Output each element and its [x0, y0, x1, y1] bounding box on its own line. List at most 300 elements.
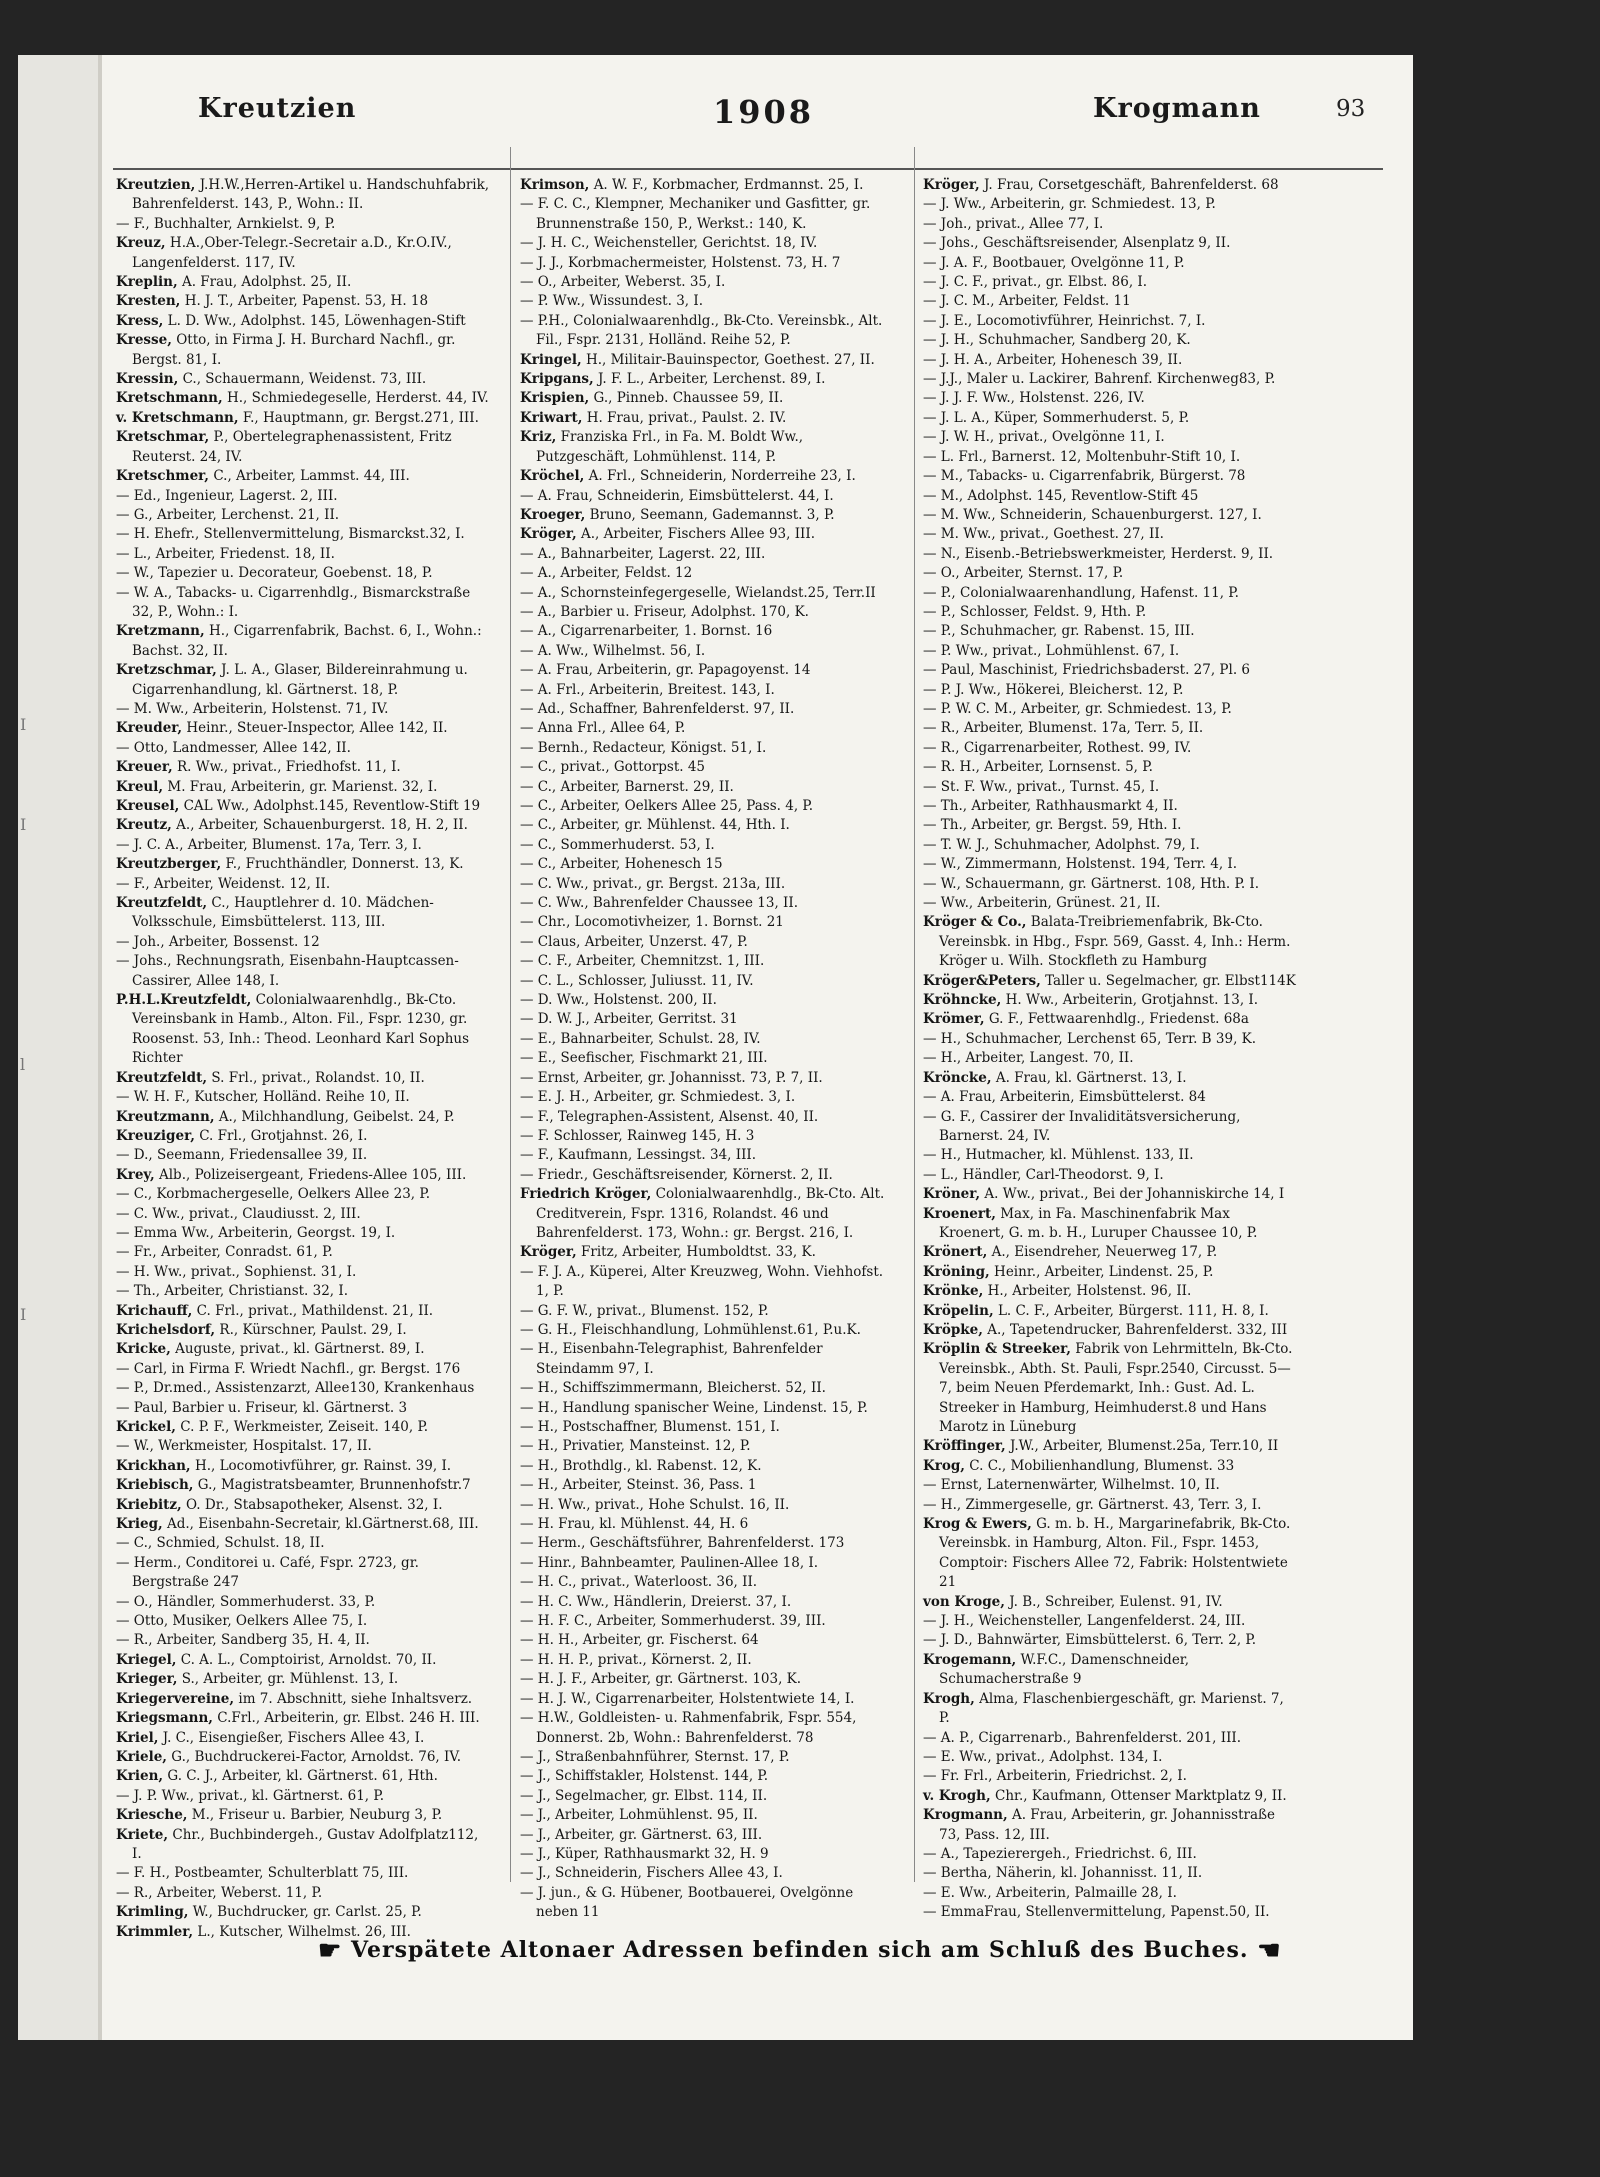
entry-details: — H. F. C., Arbeiter, Sommerhuderst. 39, III.: [520, 1613, 826, 1630]
entry-details: A. W. F., Korbmacher, Erdmannst. 25, I.: [593, 177, 864, 193]
directory-entry: [520, 1185, 895, 1243]
directory-entry: [116, 836, 491, 855]
margin-mark: I: [20, 715, 27, 734]
running-header: [158, 85, 1380, 135]
entry-name: Kreutz,: [116, 817, 172, 834]
directory-entry: [520, 1767, 895, 1786]
entry-details: J. F. L., Arbeiter, Lerchenst. 89, I.: [598, 371, 826, 388]
entry-details: — P. W. C. M., Arbeiter, gr. Schmiedest. 13, P.: [923, 700, 1232, 717]
entry-details: — A. P., Cigarrenarb., Bahrenfelderst. 201, III.: [923, 1729, 1242, 1746]
entry-details: O. Dr., Stabsapotheker, Alsenst. 32, I.: [186, 1496, 443, 1513]
directory-entry: [520, 487, 895, 506]
pointing-hand-icon: ☚: [1257, 1936, 1282, 1966]
entry-name: Krönert,: [923, 1244, 988, 1261]
entry-name: Kress,: [116, 312, 164, 329]
entry-details: — W., Zimmermann, Holstenst. 194, Terr. 4, I.: [923, 856, 1238, 873]
directory-entry: [116, 816, 491, 835]
entry-details: M. Frau, Arbeiterin, gr. Marienst. 32, I.: [167, 778, 438, 795]
entry-details: C.Frl., Arbeiterin, gr. Elbst. 246 H. III.: [217, 1710, 480, 1727]
entry-details: — H. C. Ww., Händlerin, Dreierst. 37, I.: [520, 1593, 792, 1610]
entry-name: Friedrich Kröger,: [520, 1186, 652, 1203]
directory-entry: [923, 1030, 1298, 1049]
entry-name: Kreuer,: [116, 759, 173, 776]
entry-details: Max, in Fa. Maschinenfabrik Max Kroenert, G. m. b. H., Luruper Chaussee 10, P.: [939, 1205, 1258, 1241]
directory-entry: [116, 1476, 491, 1495]
directory-entry: [116, 700, 491, 719]
directory-entry: [116, 1651, 491, 1670]
directory-entry: [520, 1340, 895, 1379]
entry-details: — R. H., Arbeiter, Lornsenst. 5, P.: [923, 759, 1153, 776]
directory-entry: [116, 1496, 491, 1515]
entry-details: H., Arbeiter, Holstenst. 96, II.: [987, 1283, 1192, 1300]
entry-name: Krogemann,: [923, 1651, 1017, 1668]
entry-name: Kretzschmar,: [116, 662, 217, 679]
directory-entry: [923, 506, 1298, 525]
directory-entry: [520, 1088, 895, 1107]
entry-details: R., Kürschner, Paulst. 29, I.: [219, 1321, 407, 1338]
directory-entry: [116, 1593, 491, 1612]
directory-entry: [520, 1030, 895, 1049]
entry-details: — J., Segelmacher, gr. Elbst. 114, II.: [520, 1787, 768, 1804]
margin-mark: l: [20, 1055, 26, 1074]
directory-entry: [520, 681, 895, 700]
entry-details: J. L. A., Glaser, Bildereinrahmung u. Cigarrenhandlung, kl. Gärtnerst. 18, P.: [132, 662, 468, 698]
entry-details: — L., Arbeiter, Friedenst. 18, II.: [116, 545, 335, 562]
entry-name: Kreutzberger,: [116, 856, 222, 873]
entry-details: M., Friseur u. Barbier, Neuburg 3, P.: [191, 1807, 443, 1824]
entry-details: L. C. F., Arbeiter, Bürgerst. 111, H. 8, I.: [997, 1302, 1269, 1319]
entry-details: — A. Ww., Wilhelmst. 56, I.: [520, 642, 706, 659]
directory-entry: [520, 1418, 895, 1437]
entry-details: — W., Tapezier u. Decorateur, Goebenst. 18, P.: [116, 565, 433, 582]
entry-name: Krickhan,: [116, 1457, 191, 1474]
directory-entry: [923, 1166, 1298, 1185]
entry-details: G. F., Fettwaarenhdlg., Friedenst. 68a: [988, 1011, 1249, 1028]
entry-details: — O., Arbeiter, Sternst. 17, P.: [923, 565, 1124, 582]
directory-entry: [520, 875, 895, 894]
entry-details: — Bernh., Redacteur, Königst. 51, I.: [520, 739, 767, 756]
directory-entry: [923, 409, 1298, 428]
directory-entry: [116, 1690, 491, 1709]
directory-entry: [116, 312, 491, 331]
entry-details: H. Frau, privat., Paulst. 2. IV.: [586, 409, 787, 426]
directory-entry: [116, 1127, 491, 1146]
directory-entry: [923, 1263, 1298, 1282]
entry-name: Kreutzfeldt,: [116, 1069, 208, 1086]
entry-details: — A., Barbier u. Friseur, Adolphst. 170, K.: [520, 603, 809, 620]
entry-details: — H., Postschaffner, Blumenst. 151, I.: [520, 1419, 780, 1435]
entry-details: — R., Cigarrenarbeiter, Rothest. 99, IV.: [923, 739, 1192, 756]
entry-details: Taller u. Segelmacher, gr. Elbst114K: [1045, 972, 1296, 989]
entry-details: C. C., Mobilienhandlung, Blumenst. 33: [969, 1457, 1235, 1474]
entry-name: Krimling,: [116, 1904, 189, 1921]
entry-details: — A. Frau, Arbeiterin, gr. Papagoyenst. 14: [520, 662, 811, 679]
directory-entry: [923, 176, 1298, 195]
directory-entry: [923, 894, 1298, 913]
entry-details: G. C. J., Arbeiter, kl. Gärtnerst. 61, Hth.: [167, 1768, 438, 1785]
entry-details: — J. E., Locomotivführer, Heinrichst. 7, I.: [923, 312, 1206, 329]
entry-details: — Friedr., Geschäftsreisender, Körnerst. 2, II.: [520, 1166, 833, 1183]
directory-entry: [520, 700, 895, 719]
entry-name: Kriesche,: [116, 1807, 188, 1824]
entry-name: Kröger & Co.,: [923, 914, 1027, 931]
directory-entry: [923, 642, 1298, 661]
entry-name: P.H.L.Kreutzfeldt,: [116, 992, 252, 1009]
entry-details: — C., Arbeiter, Barnerst. 29, II.: [520, 778, 734, 795]
directory-entry: [520, 1651, 895, 1670]
entry-details: — A., Cigarrenarbeiter, 1. Bornst. 16: [520, 623, 773, 640]
directory-entry: [116, 409, 491, 428]
column-divider: [510, 147, 511, 1882]
directory-entry: [923, 1146, 1298, 1165]
entry-details: — P. Ww., Wissundest. 3, I.: [520, 293, 703, 310]
entry-details: W., Buchdrucker, gr. Carlst. 25, P.: [192, 1904, 422, 1921]
directory-entry: [923, 331, 1298, 350]
entry-name: v. Kretschmann,: [116, 409, 239, 426]
directory-entry: [520, 409, 895, 428]
entry-details: — J., Küper, Rathhausmarkt 32, H. 9: [520, 1845, 769, 1862]
directory-entry: [923, 816, 1298, 835]
entry-name: Kriele,: [116, 1748, 167, 1765]
directory-entry: [520, 1534, 895, 1553]
directory-entry: [923, 448, 1298, 467]
entry-details: — J. C. F., privat., gr. Elbst. 86, I.: [923, 274, 1148, 291]
entry-details: S., Arbeiter, gr. Mühlenst. 13, I.: [181, 1671, 399, 1688]
directory-entry: [116, 952, 491, 991]
entry-details: — C., Korbmachergeselle, Oelkers Allee 23, P.: [116, 1186, 431, 1203]
directory-entry: [520, 719, 895, 738]
footer-note: [318, 1936, 1378, 1966]
entry-details: C., Arbeiter, Lammst. 44, III.: [213, 468, 410, 485]
entry-details: — C. L., Schlosser, Juliusst. 11, IV.: [520, 972, 754, 989]
directory-entry: [116, 1243, 491, 1262]
entry-details: A. Ww., privat., Bei der Johanniskirche 14, I: [984, 1186, 1285, 1203]
entry-details: — F., Arbeiter, Weidenst. 12, II.: [116, 875, 331, 892]
entry-details: A. Frau, kl. Gärtnerst. 13, I.: [995, 1069, 1187, 1086]
directory-entry: [520, 1457, 895, 1476]
directory-entry: [116, 855, 491, 874]
entry-name: Kroeger,: [520, 506, 586, 523]
entry-details: F., Hauptmann, gr. Bergst.271, III.: [242, 409, 479, 426]
entry-name: Kriz,: [520, 429, 557, 446]
entry-details: Fabrik von Lehrmitteln, Bk-Cto. Vereinsbk., Abth. St. Pauli, Fspr.2540, Circusst. 5—7, beim Neuen Pferdemarkt, Inh.: Gust. Ad. L. Streeker in Hamburg, Heimhuderst.8 und Hans Marotz in Lüneburg: [939, 1341, 1293, 1435]
directory-entry: [923, 273, 1298, 292]
directory-entry: [520, 816, 895, 835]
entry-details: P., Obertelegraphenassistent, Fritz Reuterst. 24, IV.: [132, 429, 452, 465]
directory-entry: [116, 1399, 491, 1418]
directory-entry: [520, 758, 895, 777]
directory-entry: [520, 1670, 895, 1689]
directory-entry: [116, 991, 491, 1069]
entry-details: — Bertha, Näherin, kl. Johannisst. 11, II.: [923, 1865, 1203, 1882]
entry-details: — M. Ww., Arbeiterin, Holstenst. 71, IV.: [116, 700, 389, 717]
entry-details: — H. J. F., Arbeiter, gr. Gärtnerst. 103, K.: [520, 1671, 802, 1688]
entry-details: — E. Ww., Arbeiterin, Palmaille 28, I.: [923, 1884, 1177, 1901]
header-year: 1908: [713, 93, 815, 131]
entry-name: Kreplin,: [116, 274, 178, 291]
directory-entry: [520, 1884, 895, 1923]
directory-entry: [116, 1903, 491, 1922]
directory-entry: [116, 1709, 491, 1728]
entry-details: Colonialwaarenhdlg., Bk-Cto. Vereinsbank in Hamb., Alton. Fil., Fspr. 1230, gr. Roosenst. 53, Inh.: Theod. Leonhard Karl Sophus Richter: [132, 992, 470, 1067]
pointing-hand-icon: ☛: [318, 1936, 343, 1966]
entry-name: Kringel,: [520, 351, 582, 368]
entry-details: Fritz, Arbeiter, Humboldtst. 33, K.: [581, 1244, 816, 1261]
entry-details: — M., Adolphst. 145, Reventlow-Stift 45: [923, 487, 1199, 504]
entry-details: Chr., Buchbindergeh., Gustav Adolfplatz112, I.: [132, 1826, 479, 1862]
directory-entry: [923, 1088, 1298, 1107]
entry-details: — A., Arbeiter, Feldst. 12: [520, 565, 693, 582]
directory-entry: [923, 370, 1298, 389]
directory-entry: [116, 331, 491, 370]
directory-entry: [116, 758, 491, 777]
entry-details: — Claus, Arbeiter, Unzerst. 47, P.: [520, 933, 748, 950]
entry-details: — J., Schiffstakler, Holstenst. 144, P.: [520, 1768, 769, 1785]
entry-details: — Ernst, Arbeiter, gr. Johannisst. 73, P. 7, II.: [520, 1069, 823, 1086]
page-number: 93: [1336, 96, 1366, 122]
directory-entry: [520, 564, 895, 583]
entry-name: Krieg,: [116, 1516, 163, 1533]
directory-entry: [520, 739, 895, 758]
entry-name: Kressin,: [116, 371, 179, 388]
entry-details: A. Frl., Schneiderin, Norderreihe 23, I.: [588, 468, 856, 485]
directory-entry: [923, 1612, 1298, 1631]
entry-details: — R., Arbeiter, Weberst. 11, P.: [116, 1884, 323, 1901]
entry-details: — H.W., Goldleisten- u. Rahmenfabrik, Fspr. 554, Donnerst. 2b, Wohn.: Bahrenfelderst. 78: [520, 1710, 857, 1746]
entry-details: — P., Schlosser, Feldst. 9, Hth. P.: [923, 603, 1147, 620]
directory-entry: [520, 584, 895, 603]
entry-name: Kretzmann,: [116, 623, 205, 640]
directory-entry: [520, 778, 895, 797]
entry-details: — C. Ww., privat., Claudiusst. 2, III.: [116, 1205, 361, 1222]
entry-details: — P., Schuhmacher, gr. Rabenst. 15, III.: [923, 623, 1195, 640]
directory-entry: [116, 1884, 491, 1903]
entry-details: — C., privat., Gottorpst. 45: [520, 759, 705, 776]
directory-entry: [116, 933, 491, 952]
entry-details: — F., Buchhalter, Arnkielst. 9, P.: [116, 215, 336, 232]
entry-details: — A., Schornsteinfegergeselle, Wielandst.25, Terr.II: [520, 584, 876, 601]
directory-entry: [923, 1243, 1298, 1262]
directory-entry: [520, 1515, 895, 1534]
directory-entry: [520, 351, 895, 370]
entry-details: — W. H. F., Kutscher, Holländ. Reihe 10, II.: [116, 1089, 410, 1106]
entry-details: — H. H., Arbeiter, gr. Fischerst. 64: [520, 1632, 759, 1649]
directory-entry: [923, 1903, 1298, 1922]
entry-name: von Kroge,: [923, 1593, 1005, 1610]
directory-entry: [520, 1069, 895, 1088]
entry-name: Kreutzmann,: [116, 1108, 215, 1125]
entry-details: — C. Ww., privat., gr. Bergst. 213a, III.: [520, 875, 786, 892]
entry-details: — J., Arbeiter, Lohmühlenst. 95, II.: [520, 1807, 758, 1824]
entry-details: — J. C. M., Arbeiter, Feldst. 11: [923, 293, 1131, 310]
entry-name: Krickel,: [116, 1419, 176, 1435]
entry-details: — F. Schlosser, Rainweg 145, H. 3: [520, 1127, 755, 1144]
directory-entry: [923, 739, 1298, 758]
entry-details: — L., Händler, Carl-Theodorst. 9, I.: [923, 1166, 1164, 1183]
entry-details: — J. H., Schuhmacher, Sandberg 20, K.: [923, 332, 1191, 349]
entry-details: L. D. Ww., Adolphst. 145, Löwenhagen-Stift: [167, 312, 466, 329]
entry-details: A. Frau, Adolphst. 25, II.: [181, 274, 352, 291]
directory-entry: [520, 389, 895, 408]
entry-details: — H., Eisenbahn-Telegraphist, Bahrenfelder Steindamm 97, I.: [520, 1341, 823, 1377]
directory-entry: [116, 467, 491, 486]
entry-name: Kriegsmann,: [116, 1710, 213, 1727]
directory-entry: [520, 991, 895, 1010]
footer-text: Verspätete Altonaer Adressen befinden sich am Schluß des Buches.: [350, 1937, 1249, 1963]
directory-entry: [923, 1690, 1298, 1729]
directory-column-2: [520, 176, 895, 1923]
directory-entry: [520, 1379, 895, 1398]
entry-details: Franziska Frl., in Fa. M. Boldt Ww., Putzgeschäft, Lohmühlenst. 114, P.: [536, 429, 804, 465]
entry-details: Heinr., Arbeiter, Lindenst. 25, P.: [994, 1263, 1214, 1280]
directory-entry: [923, 1282, 1298, 1301]
directory-entry: [116, 661, 491, 700]
entry-name: Krog,: [923, 1457, 965, 1474]
entry-details: — J. A. F., Bootbauer, Ovelgönne 11, P.: [923, 254, 1185, 271]
entry-name: Kretschmann,: [116, 390, 223, 407]
directory-entry: [116, 215, 491, 234]
directory-column-1: [116, 176, 491, 1942]
entry-name: Kröpelin,: [923, 1302, 994, 1319]
entry-details: G. m. b. H., Margarinefabrik, Bk-Cto. Vereinsbk. in Hamburg, Alton. Fil., Fspr. 1453, Comptoir: Fischers Allee 72, Fabrik: Holstentwiete 21: [939, 1516, 1291, 1591]
entry-details: — M. Ww., privat., Goethest. 27, II.: [923, 526, 1164, 543]
directory-entry: [923, 195, 1298, 214]
entry-details: J. C., Eisengießer, Fischers Allee 43, I.: [162, 1729, 425, 1746]
entry-details: — P. J. Ww., Hökerei, Bleicherst. 12, P.: [923, 681, 1184, 698]
entry-details: — J. H., Weichensteller, Langenfelderst. 24, III.: [923, 1613, 1246, 1630]
directory-entry: [116, 1379, 491, 1398]
directory-entry: [923, 855, 1298, 874]
entry-details: Balata-Treibriemenfabrik, Bk-Cto. Vereinsbk. in Hbg., Fspr. 569, Gasst. 4, Inh.: Herm. Kröger u. Wilh. Stockfleth zu Hamburg: [939, 914, 1291, 970]
directory-entry: [923, 1476, 1298, 1495]
entry-details: — H., Privatier, Mansteinst. 12, P.: [520, 1438, 751, 1455]
directory-entry: [520, 1302, 895, 1321]
entry-details: — H., Zimmergeselle, gr. Gärtnerst. 43, Terr. 3, I.: [923, 1496, 1262, 1513]
directory-entry: [116, 506, 491, 525]
entry-name: Kriwart,: [520, 409, 583, 426]
directory-entry: [923, 1729, 1298, 1748]
entry-details: G., Pinneb. Chaussee 59, II.: [593, 390, 784, 407]
directory-entry: [923, 1010, 1298, 1029]
directory-entry: [116, 1554, 491, 1593]
entry-details: — EmmaFrau, Stellenvermittelung, Papenst.50, II.: [923, 1904, 1270, 1921]
entry-details: — Chr., Locomotivheizer, 1. Bornst. 21: [520, 914, 784, 931]
entry-details: — J. H. A., Arbeiter, Hohenesch 39, II.: [923, 351, 1183, 368]
directory-entry: [520, 1263, 895, 1302]
directory-entry: [520, 1127, 895, 1146]
directory-entry: [520, 1593, 895, 1612]
directory-entry: [520, 1864, 895, 1883]
entry-details: — O., Arbeiter, Weberst. 35, I.: [520, 274, 726, 291]
directory-entry: [923, 719, 1298, 738]
directory-entry: [116, 1437, 491, 1456]
entry-details: — R., Arbeiter, Sandberg 35, H. 4, II.: [116, 1632, 370, 1649]
entry-details: Alma, Flaschenbiergeschäft, gr. Marienst. 7, P.: [939, 1690, 1284, 1727]
directory-entry: [923, 1884, 1298, 1903]
directory-entry: [520, 467, 895, 486]
directory-entry: [923, 1321, 1298, 1340]
directory-entry: [116, 1108, 491, 1127]
directory-entry: [520, 1631, 895, 1650]
entry-details: S. Frl., privat., Rolandst. 10, II.: [211, 1069, 425, 1086]
entry-name: Krieger,: [116, 1671, 178, 1688]
entry-details: — J. P. Ww., privat., kl. Gärtnerst. 61, P.: [116, 1787, 385, 1804]
entry-name: Krispien,: [520, 390, 590, 407]
entry-name: Krönke,: [923, 1283, 984, 1300]
entry-details: Otto, in Firma J. H. Burchard Nachfl., gr. Bergst. 81, I.: [132, 332, 456, 368]
entry-details: — J. Ww., Arbeiterin, gr. Schmiedest. 13, P.: [923, 196, 1216, 213]
entry-details: — H., Hutmacher, kl. Mühlenst. 133, II.: [923, 1147, 1194, 1164]
directory-entry: [520, 913, 895, 932]
directory-entry: [923, 1787, 1298, 1806]
directory-entry: [116, 1457, 491, 1476]
binding-margin: [18, 55, 102, 2040]
entry-details: J.H.W.,Herren-Artikel u. Handschuhfabrik, Bahrenfelderst. 143, P., Wohn.: II.: [132, 177, 490, 213]
entry-name: Kreuziger,: [116, 1127, 195, 1144]
directory-entry: [116, 525, 491, 544]
entry-name: Kröger,: [923, 177, 980, 193]
entry-name: Kriegervereine,: [116, 1690, 235, 1707]
entry-details: — H., Schiffszimmermann, Bleicherst. 52, II.: [520, 1380, 826, 1397]
entry-details: — H., Arbeiter, Langest. 70, II.: [923, 1050, 1134, 1067]
directory-entry: [116, 1612, 491, 1631]
entry-details: G., Buchdruckerei-Factor, Arnoldst. 76, IV.: [171, 1748, 462, 1765]
directory-entry: [520, 1049, 895, 1068]
entry-name: Krog & Ewers,: [923, 1516, 1032, 1533]
entry-details: — H. Ww., privat., Hohe Schulst. 16, II.: [520, 1496, 790, 1513]
entry-details: — Th., Arbeiter, gr. Bergst. 59, Hth. I.: [923, 817, 1182, 834]
directory-entry: [923, 1069, 1298, 1088]
entry-name: Kröger&Peters,: [923, 972, 1041, 989]
entry-details: — M. Ww., Schneiderin, Schauenburgerst. 127, I.: [923, 506, 1262, 523]
entry-name: Kreutzien,: [116, 177, 196, 193]
directory-entry: [520, 234, 895, 253]
entry-name: Kripgans,: [520, 371, 594, 388]
entry-details: — A. Frau, Arbeiterin, Eimsbüttelerst. 84: [923, 1089, 1206, 1106]
entry-details: — W. A., Tabacks- u. Cigarrenhdlg., Bismarckstraße 32, P., Wohn.: I.: [116, 584, 471, 620]
entry-details: F., Fruchthändler, Donnerst. 13, K.: [225, 856, 464, 873]
directory-entry: [116, 1282, 491, 1301]
directory-entry: [520, 1787, 895, 1806]
directory-entry: [116, 1321, 491, 1340]
entry-name: Krömer,: [923, 1011, 985, 1028]
directory-entry: [116, 1534, 491, 1553]
entry-details: — H. J. W., Cigarrenarbeiter, Holstentwiete 14, I.: [520, 1690, 855, 1707]
entry-details: H., Locomotivführer, gr. Rainst. 39, I.: [194, 1457, 452, 1474]
entry-details: — J., Schneiderin, Fischers Allee 43, I.: [520, 1865, 783, 1882]
entry-name: Kreuz,: [116, 235, 166, 252]
entry-details: — Ernst, Laternenwärter, Wilhelmst. 10, II.: [923, 1477, 1220, 1494]
directory-entry: [116, 1069, 491, 1088]
directory-entry: [520, 370, 895, 389]
entry-name: Krichauff,: [116, 1302, 193, 1319]
directory-entry: [923, 525, 1298, 544]
directory-entry: [116, 894, 491, 933]
entry-details: — J. jun., & G. Hübener, Bootbauerei, Ovelgönne neben 11: [520, 1884, 854, 1921]
directory-entry: [116, 1224, 491, 1243]
header-rule: [113, 168, 1383, 170]
directory-entry: [116, 273, 491, 292]
entry-details: J. Frau, Corsetgeschäft, Bahrenfelderst. 68: [984, 177, 1279, 193]
entry-name: Kricke,: [116, 1341, 171, 1358]
directory-entry: [923, 758, 1298, 777]
directory-entry: [923, 778, 1298, 797]
entry-details: A., Eisendreher, Neuerweg 17, P.: [991, 1244, 1218, 1261]
entry-details: C., Hauptlehrer d. 10. Mädchen-Volksschule, Eimsbüttelerst. 113, III.: [132, 895, 434, 931]
directory-entry: [520, 894, 895, 913]
entry-details: — D., Seemann, Friedensallee 39, II.: [116, 1147, 368, 1164]
entry-details: — H., Brothdlg., kl. Rabenst. 12, K.: [520, 1457, 762, 1474]
